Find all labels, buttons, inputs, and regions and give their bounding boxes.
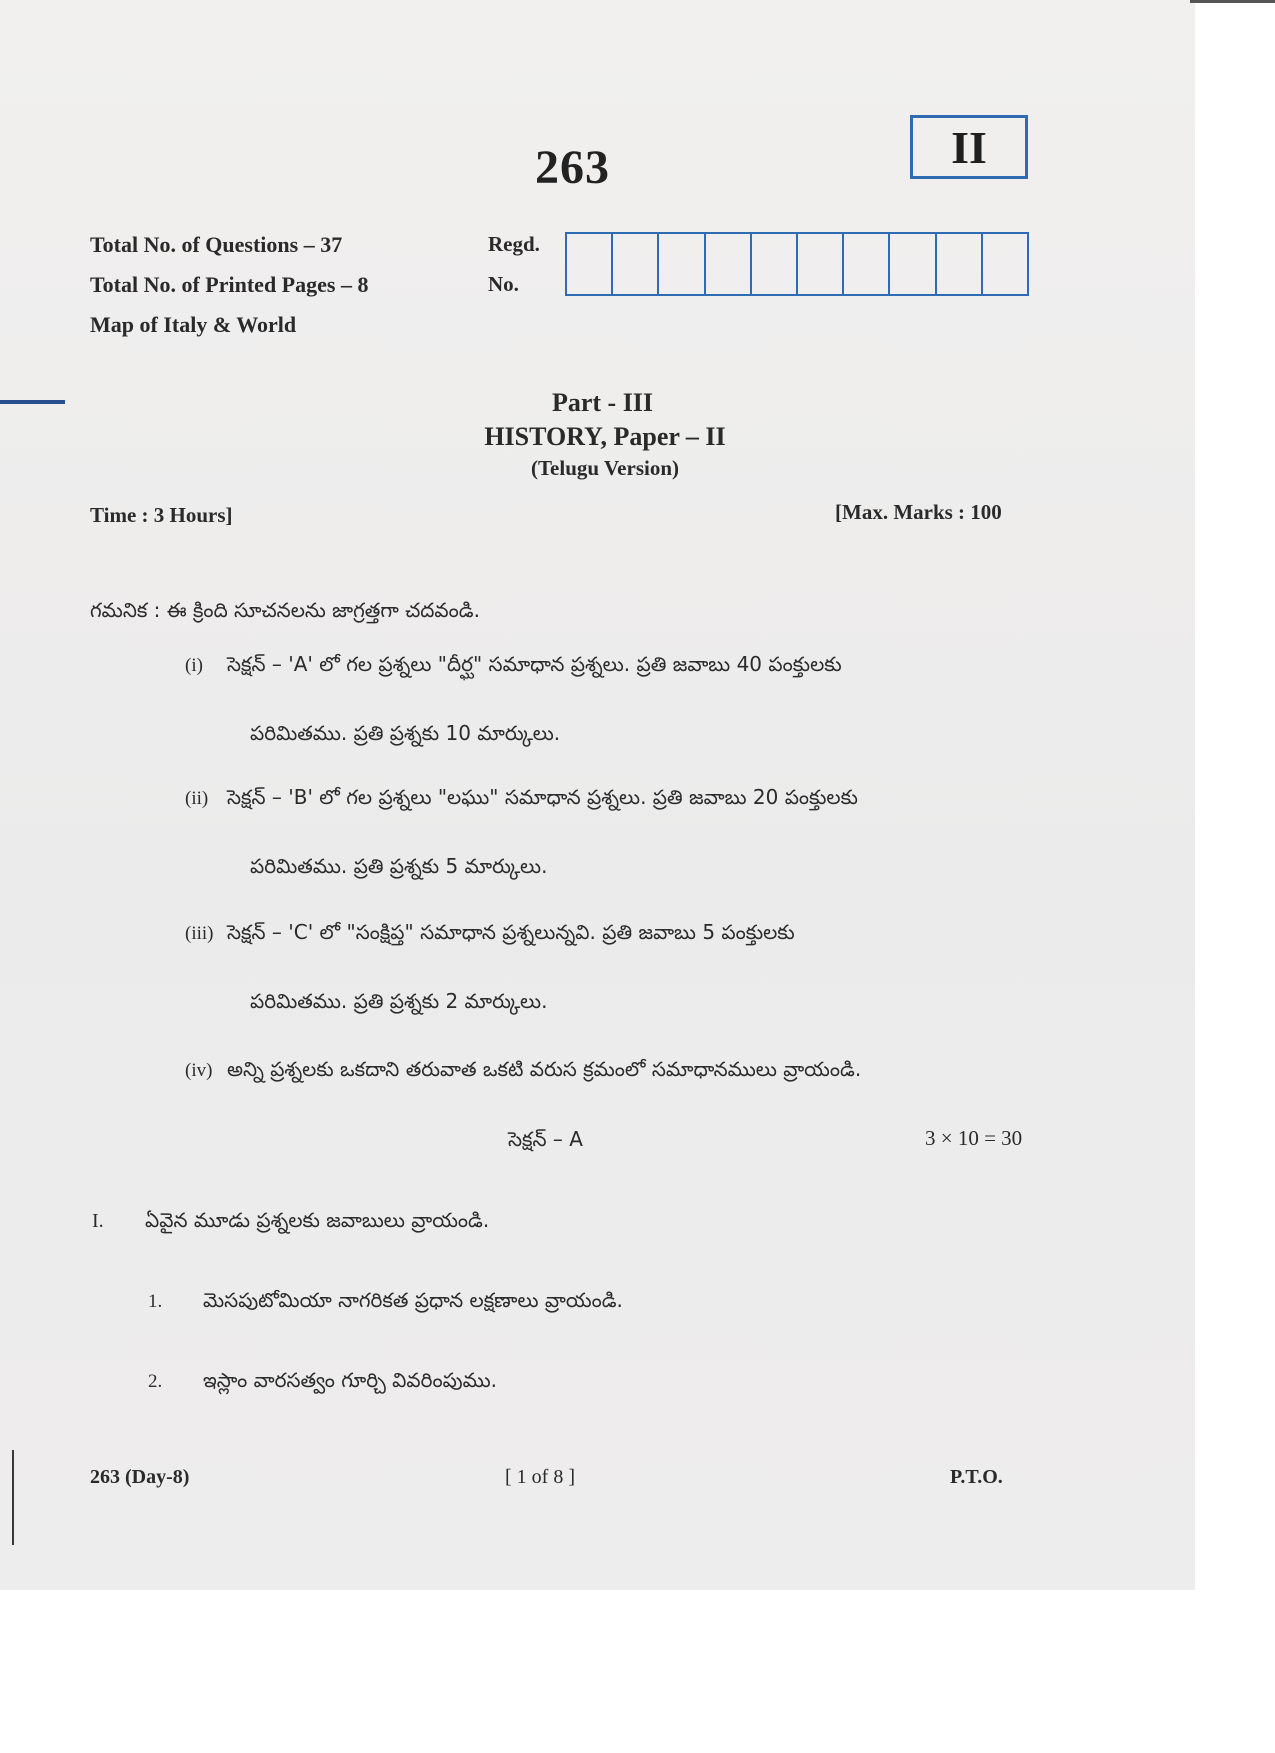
instruction-line: అన్ని ప్రశ్నలకు ఒకదాని తరువాత ఒకటి వరుస క్రమంలో సమాధానములు వ్రాయండి.	[227, 1057, 862, 1081]
instruction-number: (iv)	[185, 1060, 213, 1081]
instruction-item	[185, 652, 1045, 750]
regd-digit-box	[659, 234, 705, 294]
instruction-item	[185, 920, 1045, 1018]
instruction-item	[185, 785, 1045, 883]
total-questions: Total No. of Questions – 37	[90, 232, 343, 257]
question-item	[148, 1288, 623, 1317]
regd-digit-box	[752, 234, 798, 294]
regd-digit-box	[937, 234, 983, 294]
max-marks: [Max. Marks : 100	[835, 500, 1002, 524]
question-group-number: I.	[92, 1210, 104, 1232]
regd-digit-box	[983, 234, 1027, 294]
instruction-number: (i)	[185, 655, 203, 676]
question-number: 2.	[148, 1371, 163, 1392]
regd-digit-box	[613, 234, 659, 294]
instruction-number: (ii)	[185, 788, 209, 809]
regd-label: Regd.	[488, 232, 540, 256]
instruction-line: సెక్షన్ – 'C' లో "సంక్షిప్త" సమాధాన ప్రశ్నలున్నవి. ప్రతి జవాబు 5 పంక్తులకు	[227, 920, 795, 944]
question-text: మెసపుటోమియా నాగరికత ప్రధాన లక్షణాలు వ్రాయండి.	[203, 1288, 623, 1312]
instruction-line: పరిమితము. ప్రతి ప్రశ్నకు 10 మార్కులు.	[250, 721, 561, 745]
version-title: (Telugu Version)	[530, 456, 679, 480]
instruction-item	[185, 1057, 1045, 1086]
regd-no-label: No.	[488, 272, 519, 296]
paper-code: 263	[535, 141, 610, 194]
regd-digit-box	[844, 234, 890, 294]
question-item	[148, 1368, 497, 1397]
footer-paper-code: 263 (Day-8)	[90, 1466, 190, 1488]
section-a-heading: సెక్షన్ – A	[508, 1127, 583, 1151]
question-number: 1.	[148, 1291, 163, 1312]
regd-digit-box	[798, 234, 844, 294]
regd-number-grid	[565, 232, 1029, 296]
footer-page-number: [ 1 of 8 ]	[505, 1466, 575, 1488]
instructions-note: గమనిక : ఈ క్రింది సూచనలను జాగ్రత్తగా చదవండి.	[90, 598, 480, 622]
regd-digit-box	[567, 234, 613, 294]
section-a-marks: 3 × 10 = 30	[925, 1126, 1023, 1150]
part-title: Part - III	[551, 388, 654, 417]
question-text: ఇస్లాం వారసత్వం గూర్చి వివరింపుము.	[203, 1368, 498, 1392]
time-allowed: Time : 3 Hours]	[90, 503, 233, 527]
instruction-line: పరిమితము. ప్రతి ప్రశ్నకు 2 మార్కులు.	[250, 989, 548, 1013]
scan-margin-rule	[12, 1450, 14, 1545]
subject-title: HISTORY, Paper – II	[484, 422, 726, 451]
regd-digit-box	[706, 234, 752, 294]
instruction-line: సెక్షన్ – 'A' లో గల ప్రశ్నలు "దీర్ఘ" సమాధాన ప్రశ్నలు. ప్రతి జవాబు 40 పంక్తులకు	[227, 652, 842, 676]
scan-corner-strip	[1190, 0, 1275, 3]
maps-note: Map of Italy & World	[90, 312, 297, 337]
total-pages: Total No. of Printed Pages – 8	[90, 272, 369, 297]
instruction-line: పరిమితము. ప్రతి ప్రశ్నకు 5 మార్కులు.	[250, 854, 548, 878]
instruction-number: (iii)	[185, 923, 214, 944]
footer-pto: P.T.O.	[950, 1466, 1003, 1488]
set-code-box: II	[910, 115, 1028, 179]
instruction-line: సెక్షన్ – 'B' లో గల ప్రశ్నలు "లఘు" సమాధాన ప్రశ్నలు. ప్రతి జవాబు 20 పంక్తులకు	[227, 785, 858, 809]
regd-digit-box	[890, 234, 936, 294]
question-group-instruction: ఏవైన మూడు ప్రశ్నలకు జవాబులు వ్రాయండి.	[145, 1208, 490, 1232]
